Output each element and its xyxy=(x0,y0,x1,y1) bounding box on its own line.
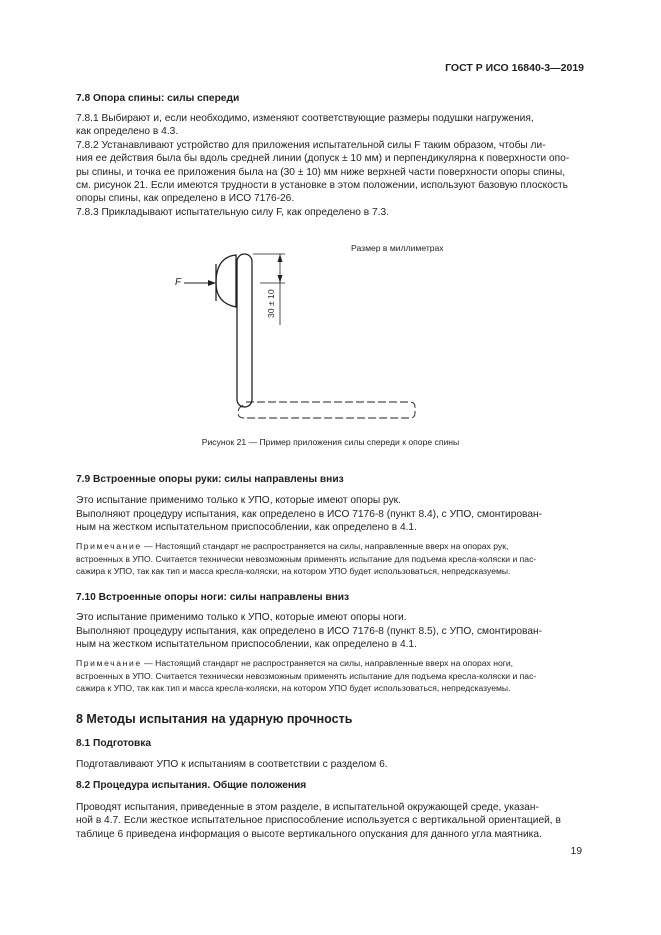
force-arrow-head xyxy=(208,280,216,286)
force-label: F xyxy=(175,277,182,288)
section-heading-7-8: 7.8 Опора спины: силы спереди xyxy=(76,93,240,104)
note-label: Примечание xyxy=(76,541,142,551)
section-heading-8-2: 8.2 Процедура испытания. Общие положения xyxy=(76,780,307,791)
text-line: см. рисунок 21. Если имеются трудности в установке в этом положении, используют базовую плоскость xyxy=(76,179,568,191)
note-7-10 xyxy=(76,657,582,695)
paragraph-7-8-1 xyxy=(76,112,582,139)
text-line: опоры спины, как определено в ИСО 7176-26. xyxy=(76,193,295,205)
loading-pad-shape xyxy=(216,255,236,307)
figure-units-note: Размер в миллиметрах xyxy=(351,243,444,253)
text-line: встроенных в УПО. Считается технически невозможным применять испытание для подъема кресла-коляски и пас- xyxy=(76,553,537,564)
paragraph-7-9-1: Это испытание применимо только к УПО, которые имеют опоры рук. xyxy=(76,495,401,506)
text-line: Проводят испытания, приведенные в этом разделе, в испытательной окружающей среде, указан- xyxy=(76,802,539,813)
figure-21-drawing xyxy=(160,245,460,425)
text-line: — Настоящий стандарт не распространяется на силы, направленные вверх на опорах ноги, xyxy=(144,658,514,668)
paragraph-7-9-2 xyxy=(76,508,582,535)
text-line: сажира к УПО, так как тип и масса кресла-коляски, на котором УПО будет использоваться, непредсказуемы. xyxy=(76,566,511,576)
paragraph-7-10-1: Это испытание применимо только к УПО, которые имеют опоры ноги. xyxy=(76,612,407,623)
paragraph-8-1: Подготавливают УПО к испытаниям в соответствии с разделом 6. xyxy=(76,759,388,770)
dimension-arrow xyxy=(278,275,283,283)
text-line: сажира к УПО, так как тип и масса кресла-коляски, на котором УПО будет использоваться, непредсказуемы. xyxy=(76,683,511,693)
back-support-shape xyxy=(237,254,252,407)
dimension-label: 30 ± 10 xyxy=(266,289,276,318)
text-line: ным на жестком испытательном приспособлении, как определено в 4.1. xyxy=(76,522,417,534)
text-line: Выполняют процедуру испытания, как определено в ИСО 7176-8 (пункт 8.4), с УПО, смонтирован- xyxy=(76,509,543,520)
document-id: ГОСТ Р ИСО 16840-3—2019 xyxy=(445,62,584,74)
paragraph-7-8-3: 7.8.3 Прикладывают испытательную силу F, как определено в 7.3. xyxy=(76,207,389,218)
text-line: 7.8.1 Выбирают и, если необходимо, изменяют соответствующие размеры подушки нагружения, xyxy=(76,113,534,124)
text-line: ры спины, и точка ее приложения была на (30 ± 10) мм ниже верхней части поверхности опоры спины, xyxy=(76,166,566,178)
text-line: как определено в 4.3. xyxy=(76,126,179,138)
note-7-9 xyxy=(76,540,582,578)
note-label: Примечание xyxy=(76,658,142,668)
figure-caption: Рисунок 21 — Пример приложения силы спереди к опоре спины xyxy=(201,437,460,447)
page-number: 19 xyxy=(570,846,582,857)
paragraph-8-2 xyxy=(76,801,582,841)
seat-shape xyxy=(238,402,415,418)
text-line: ной в 4.7. Если жесткое испытательное приспособление используется с вертикальной ориентацией, в xyxy=(76,815,561,827)
section-heading-8-1: 8.1 Подготовка xyxy=(76,738,152,749)
section-heading-8: 8 Методы испытания на ударную прочность xyxy=(76,712,353,726)
section-heading-7-10: 7.10 Встроенные опоры ноги: силы направлены вниз xyxy=(76,592,350,603)
paragraph-7-8-2 xyxy=(76,139,582,205)
text-line: Выполняют процедуру испытания, как определено в ИСО 7176-8 (пункт 8.5), с УПО, смонтирован- xyxy=(76,626,543,637)
text-line: ния ее действия была бы вдоль средней линии (допуск ± 10 мм) и перпендикулярна к поверхности опо- xyxy=(76,153,570,165)
text-line: — Настоящий стандарт не распространяется на силы, направленные вверх на опорах рук, xyxy=(144,541,509,551)
text-line: встроенных в УПО. Считается технически невозможным применять испытание для подъема кресла-коляски и пас- xyxy=(76,670,537,681)
text-line: ным на жестком испытательном приспособлении, как определено в 4.1. xyxy=(76,639,417,651)
text-line: 7.8.2 Устанавливают устройство для приложения испытательной силы F таким образом, чтобы ли- xyxy=(76,140,546,151)
section-heading-7-9: 7.9 Встроенные опоры руки: силы направлены вниз xyxy=(76,474,344,485)
dimension-arrow xyxy=(278,254,283,262)
text-line: таблице 6 приведена информация о высоте вертикального опускания для данного угла маятника. xyxy=(76,828,542,840)
paragraph-7-10-2 xyxy=(76,625,582,652)
